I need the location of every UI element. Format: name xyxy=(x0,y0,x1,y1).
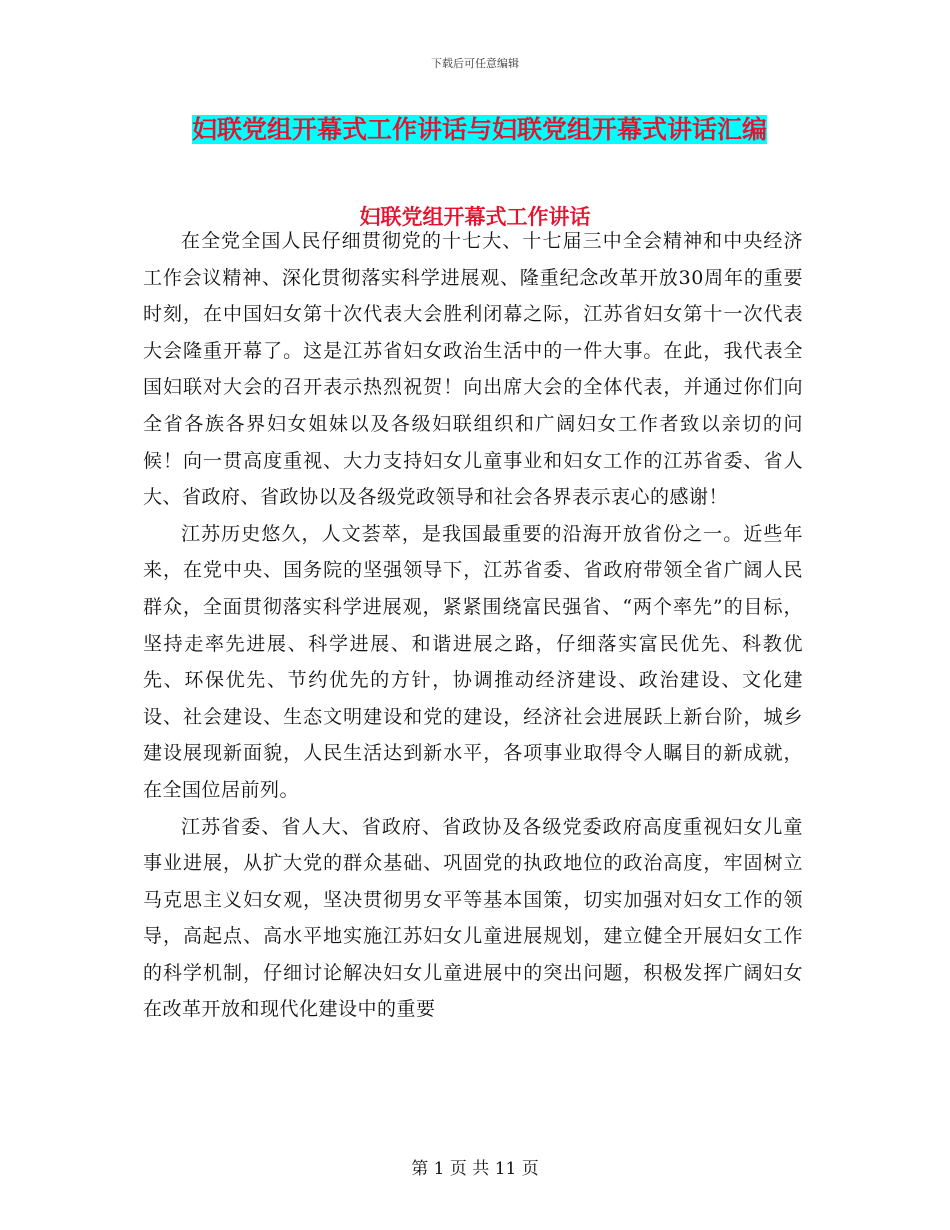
section-title: 妇联党组开幕式工作讲话 xyxy=(359,205,591,229)
document-title xyxy=(190,113,769,147)
paragraph-1: 在全党全国人民仔细贯彻党的十七大、十七届三中全会精神和中央经济工作会议精神、深化贯彻落实科学进展观、隆重纪念改革开放30周年的重要时刻，在中国妇女第十次代表大会胜利闭幕之际，江苏省妇女第十一次代表大会隆重开幕了。这是江苏省妇女政治生活中的一件大事。在此，我代表全国妇联对大会的召开表示热烈祝贺！向出席大会的全体代表，并通过你们向全省各族各界妇女姐妹以及各级妇联组织和广阔妇女工作者致以亲切的问候！向一贯高度重视、大力支持妇女儿童事业和妇女工作的江苏省委、省人大、省政府、省政协以及各级党政领导和社会各界表示衷心的感谢！ xyxy=(143,230,803,509)
body-text xyxy=(143,223,803,1028)
document-title-text: 妇联党组开幕式工作讲话与妇联党组开幕式讲话汇编 xyxy=(192,115,768,144)
paragraph-3: 江苏省委、省人大、省政府、省政协及各级党委政府高度重视妇女儿童事业进展，从扩大党的群众基础、巩固党的执政地位的政治高度，牢固树立马克思主义妇女观，坚决贯彻男女平等基本国策，切实加强对妇女工作的领导，高起点、高水平地实施江苏妇女儿童进展规划，建立健全开展妇女工作的科学机制，仔细讨论解决妇女儿童进展中的突出问题，积极发挥广阔妇女在改革开放和现代化建设中的重要 xyxy=(143,815,803,1021)
header-note: 下载后可任意编辑 xyxy=(431,57,519,70)
page-number-footer: 第 1 页 共 11 页 xyxy=(411,1159,539,1179)
paragraph-2: 江苏历史悠久，人文荟萃，是我国最重要的沿海开放省份之一。近些年来，在党中央、国务院的坚强领导下，江苏省委、省政府带领全省广阔人民群众，全面贯彻落实科学进展观，紧紧围绕富民强省、“两个率先”的目标，坚持走率先进展、科学进展、和谐进展之路，仔细落实富民优先、科教优先、环保优先、节约优先的方针，协调推动经济建设、政治建设、文化建设、社会建设、生态文明建设和党的建设，经济社会进展跃上新台阶，城乡建设展现新面貌，人民生活达到新水平，各项事业取得令人瞩目的新成就，在全国位居前列。 xyxy=(143,522,803,801)
